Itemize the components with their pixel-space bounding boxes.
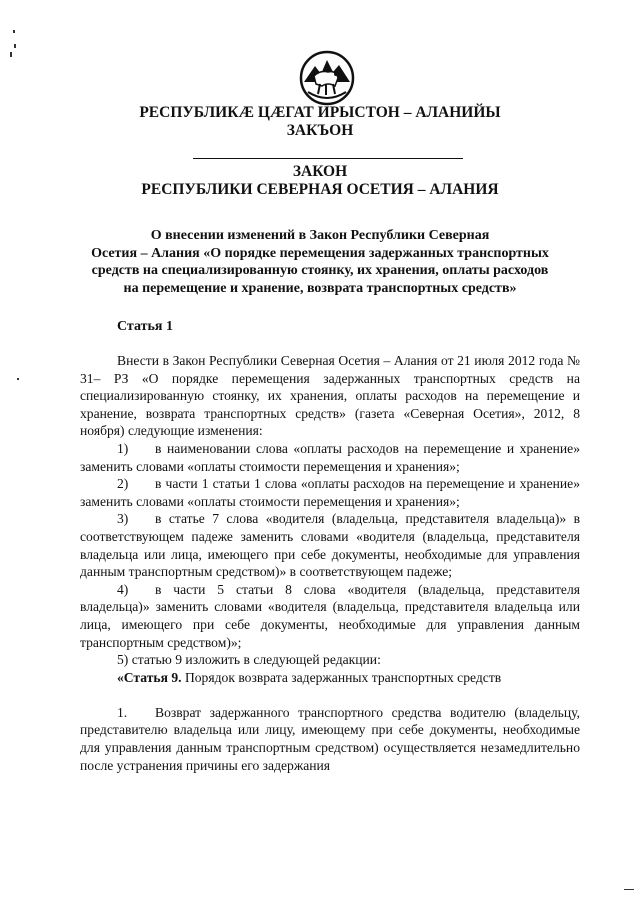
- law-title-line: на перемещение и хранение, возврата транспортных средств»: [123, 280, 517, 296]
- article-9-heading: [80, 669, 580, 687]
- amendment-item: [80, 475, 580, 510]
- scan-speck: [13, 30, 15, 33]
- article-9-label: «Статья 9.: [117, 669, 182, 685]
- paragraph-number: 1.: [117, 704, 128, 720]
- republic-name-russian: РЕСПУБЛИКИ СЕВЕРНАЯ ОСЕТИЯ – АЛАНИЯ: [141, 181, 499, 198]
- item-number: 1): [117, 440, 129, 456]
- scan-speck: [14, 44, 16, 48]
- law-label-russian: ЗАКОН: [292, 163, 348, 180]
- scan-speck: [10, 52, 12, 57]
- law-title-line: средств на специализированную стоянку, их хранения, оплаты расходов: [91, 263, 549, 279]
- law-title: [0, 227, 640, 297]
- amendment-item-5: 5) статью 9 изложить в следующей редакции:: [117, 652, 381, 668]
- intro-paragraph: Внести в Закон Республики Северная Осетия – Алания от 21 июля 2012 года № 31– РЗ «О порядке перемещения задержанных транспортных средств на специализированную стоянку, их хранения, оплаты расходов на перемещение и хранение, возврата транспортных средств» (газета «Северная Осетия», 2012, 8 ноября) следующие изменения:: [80, 353, 580, 439]
- amendment-item: [80, 581, 580, 651]
- paragraph-text: Возврат задержанного транспортного средства водителю (владельцу, представителю владельца или лицу, имеющему при себе документы, необходимые для управления данным транспортным средством) осуществляется незамедлительно после устранения причины его задержания: [80, 704, 580, 773]
- scan-speck: [624, 889, 634, 890]
- article-9-title: Порядок возврата задержанных транспортных средств: [181, 669, 502, 685]
- article-1-body: [80, 352, 580, 774]
- item-number: 3): [117, 511, 129, 527]
- item-number: 4): [117, 581, 129, 597]
- amendment-item: [80, 440, 580, 475]
- header-divider: [193, 158, 463, 159]
- law-title-line: Осетия – Алания «О порядке перемещения задержанных транспортных: [91, 245, 549, 261]
- item-text: в части 1 статьи 1 слова «оплаты расходов на перемещение и хранение» заменить словами «оплаты стоимости перемещения и хранения»;: [80, 476, 580, 509]
- amendment-item: [80, 510, 580, 580]
- item-number: 2): [117, 476, 129, 492]
- coat-of-arms-icon: [298, 48, 356, 106]
- law-label-ossetian: ЗАКЪОН: [286, 122, 354, 139]
- article-1-heading: Статья 1: [117, 319, 173, 334]
- item-text: в статье 7 слова «водителя (владельца, представителя владельца)» в соответствующем падеже заменить словами «водителя (владельца, представителя владельца или лица, имеющего при себе документы, необходимые для управления данным транспортным средством)» в соответствующем падеже;: [80, 511, 580, 580]
- article-9-paragraph-1: [80, 704, 580, 774]
- republic-name-ossetian: РЕСПУБЛИКӔ ЦӔГАТ ИРЫСТОН – АЛАНИЙЫ: [139, 104, 501, 121]
- scan-speck: [17, 378, 19, 380]
- law-title-line: О внесении изменений в Закон Республики Северная: [150, 228, 490, 243]
- item-text: в части 5 статьи 8 слова «водителя (владельца, представителя владельца)» заменить словами «водителя (владельца, представителя владельца или лица, имеющего при себе документы, необходимые для управления данным транспортным средством)»;: [80, 581, 580, 650]
- item-text: в наименовании слова «оплаты расходов на перемещение и хранение» заменить словами «оплаты стоимости перемещения и хранения»;: [80, 440, 580, 474]
